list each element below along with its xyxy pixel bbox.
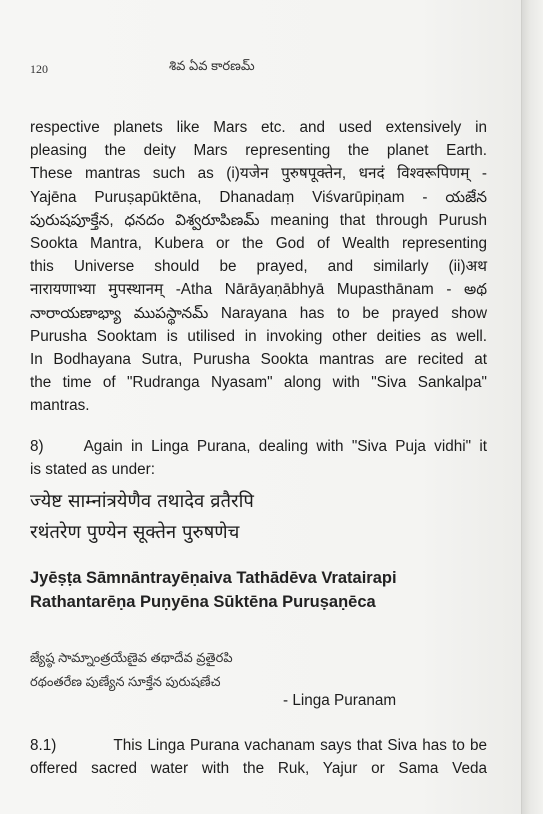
text-line: This Linga Purana vachanam says that Siva has to be (113, 737, 487, 754)
paragraph-3 (30, 734, 487, 780)
text-line: In Bodhayana Sutra, Purusha Sookta mantras are recited at (30, 351, 487, 369)
running-head: శివ ఏవ కారణమ్ (169, 58, 255, 73)
verse-line: Rathantarēṇa Puṇyēna Sūktēna Puruṣaṇēca (30, 593, 376, 611)
paragraph-3-first-line (30, 734, 487, 757)
text-line: Sookta Mantra, Kubera or the God of Wealth representing (30, 235, 487, 253)
text-line: Yajēna Puruṣapūktēna, Dhanadaṃ Viśvarūpiṇam - యజేన (30, 188, 487, 206)
text-line: is stated as under: (30, 460, 155, 478)
paragraph-2 (30, 435, 487, 481)
text-line: this Universe should be prayed, and similarly (ii)अथ (30, 258, 487, 276)
text-line: mantras. (30, 397, 90, 415)
text-line: నారాయణాభ్యా ముపస్థానమ్ Narayana has to be prayed show (30, 304, 487, 322)
verse-line: ज्येष्ट साम्नांत्रयेणैव तथादेव व्रतैरपि (30, 491, 254, 512)
text-line: Purusha Sooktam is utilised in invoking other deities as well. (30, 327, 487, 345)
main-text (30, 116, 487, 481)
verse-line: జ్యేష్ఠ సామ్నాంత్రయేణైవ తథాదేవ వ్రతైరపి (30, 650, 233, 665)
verse-line: Jyēṣṭa Sāmnāntrayēṇaiva Tathādēva Vratairapi (30, 569, 397, 587)
text-line: పురుషపూక్తేన, ధనదం విశ్వరూపిణమ్ meaning that through Purush (30, 211, 487, 229)
page-number: 120 (30, 62, 48, 76)
text-line: respective planets like Mars etc. and used extensively in (30, 119, 487, 136)
text-line: pleasing the deity Mars representing the planet Earth. (30, 142, 487, 160)
transliteration (30, 566, 397, 614)
text-line: Again in Linga Purana, dealing with "Siva Puja vidhi" it (83, 437, 487, 455)
text-line: These mantras such as (i)यजेन पुरुषपूक्तेन, धनदं विश्वरूपिणम् - (30, 165, 487, 183)
telugu-verse (30, 646, 233, 694)
text-line: offered sacred water with the Ruk, Yajur or Sama Veda (30, 760, 487, 778)
paragraph-1 (30, 116, 487, 418)
verse-source: - Linga Puranam (283, 692, 397, 709)
text-line: नारायणाभ्या मुपस्थानम् -Atha Nārāyaṇābhyā Mupasthānam - అథ (30, 281, 487, 299)
sanskrit-verse (30, 486, 254, 548)
next-page-edge (521, 0, 543, 814)
paragraph-2-first-line (30, 435, 487, 458)
paragraph-number: 8.1) (30, 737, 57, 754)
verse-line: रथंतरेण पुण्येन सूक्तेन पुरुषणेच (30, 522, 240, 543)
paragraph-number: 8) (30, 437, 44, 455)
verse-line: రథంతరేణ పుణ్యేన సూక్తేన పురుషణేచ (30, 674, 221, 689)
text-line: the time of "Rudranga Nyasam" along with "Siva Sankalpa" (30, 374, 487, 392)
